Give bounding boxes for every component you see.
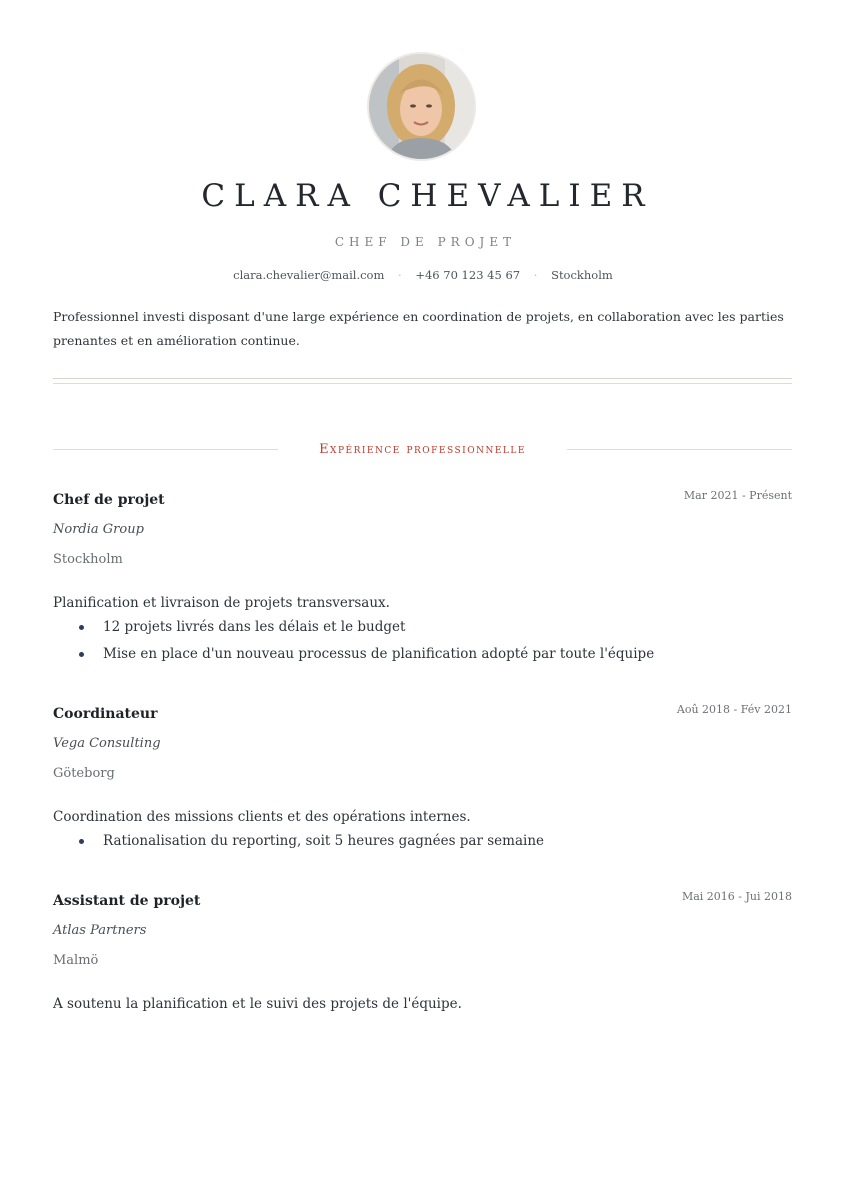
phone-text[interactable]: +46 70 123 45 67 [415, 268, 521, 282]
divider-line [53, 378, 792, 379]
email-text[interactable]: clara.chevalier@mail.com [233, 268, 385, 282]
job-description: A soutenu la planification et le suivi des projets de l'équipe. [53, 996, 462, 1012]
bullet-text: 12 projets livrés dans les délais et le budget [103, 619, 406, 635]
separator-dot: · [398, 268, 402, 282]
profile-photo-icon [369, 54, 474, 159]
job-dates: Mar 2021 - Présent [683, 489, 792, 502]
company-name: Atlas Partners [53, 923, 147, 938]
job-title: Coordinateur [53, 706, 158, 722]
heading-rule-right [567, 449, 792, 450]
divider-line [53, 383, 792, 384]
job-title: Assistant de projet [53, 893, 201, 909]
job-role: CHEF DE PROJET [334, 235, 517, 249]
achievement-list [53, 831, 544, 858]
job-location: Stockholm [53, 552, 123, 567]
bullet-text: Mise en place d'un nouveau processus de planification adopté par toute l'équipe [103, 646, 655, 662]
section-title: Expérience professionnelle [319, 442, 526, 457]
achievement-list [53, 617, 654, 671]
full-name: CLARA CHEVALIER [201, 178, 654, 214]
location-text: Stockholm [551, 268, 613, 282]
list-item [53, 644, 654, 664]
list-item [53, 617, 654, 637]
bullet-icon [79, 625, 84, 630]
profile-summary: Professionnel investi disposant d'une large expérience en coordination de projets, en collaboration avec les parties prenantes et en amélioration continue. [53, 309, 784, 348]
company-name: Nordia Group [53, 522, 144, 537]
job-dates: Aoû 2018 - Fév 2021 [676, 703, 792, 716]
experience-section-heading [53, 439, 792, 461]
contact-line [0, 267, 846, 283]
heading-rule-left [53, 449, 278, 450]
job-title: Chef de projet [53, 492, 165, 508]
bullet-text: Rationalisation du reporting, soit 5 heures gagnées par semaine [103, 833, 544, 849]
company-name: Vega Consulting [53, 736, 161, 751]
bullet-icon [79, 652, 84, 657]
job-location: Göteborg [53, 766, 115, 781]
avatar [369, 54, 474, 159]
list-item [53, 831, 544, 851]
job-location: Malmö [53, 953, 99, 968]
bullet-icon [79, 839, 84, 844]
separator-dot: · [533, 268, 538, 282]
job-description: Coordination des missions clients et des opérations internes. [53, 809, 471, 825]
job-dates: Mai 2016 - Jui 2018 [681, 890, 792, 903]
job-description: Planification et livraison de projets transversaux. [53, 595, 390, 611]
